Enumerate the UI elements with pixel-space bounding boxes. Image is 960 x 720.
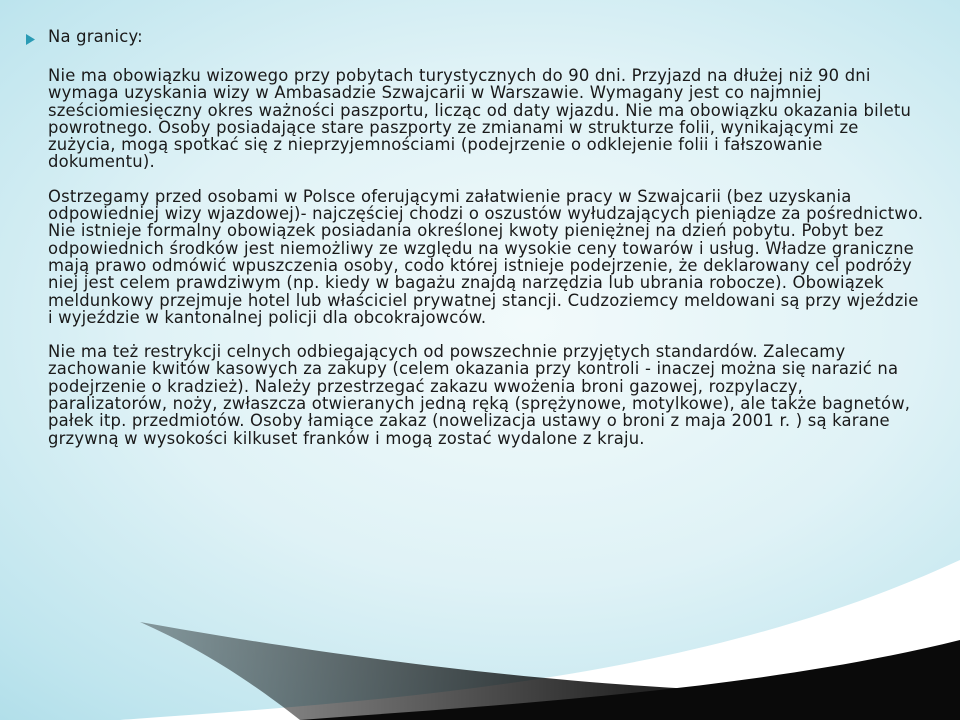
triangle-right-bullet-icon — [26, 28, 48, 50]
paragraph-warning: Ostrzegamy przed osobami w Polsce oferującymi załatwienie pracy w Szwajcarii (bez uzyskania odpowiedniej wizy wjazdowej)- najczęściej chodzi o oszustów wyłudzających pieniądze za pośrednictwo. Nie istnieje formalny obowiązek posiadania określonej kwoty pieniężnej na dzień pobytu. Pobyt bez odpowiednich środków jest niemożliwy ze względu na wysokie ceny towarów i usług. Władze graniczne mają prawo odmówić wpuszczenia osoby, codo której istnieje podejrzenie, że deklarowany cel podróży niej jest celem prawdziwym (np. kiedy w bagażu znajdą narzędzia lub ubrania robocze). Obowiązek meldunkowy przejmuje hotel lub właściciel prywatnej stancji. Cudzoziemcy meldowani są przy wjeździe i wyjeździe w kantonalnej policji dla obcokrajowców. — [48, 186, 924, 327]
paragraph-customs: Nie ma też restrykcji celnych odbiegających od powszechnie przyjętych standardów. Zalecamy zachowanie kwitów kasowych za zakupy (celem okazania przy kontroli - inaczej można się narazić na podejrzenie o kradzież). Należy przestrzegać zakazu wwożenia broni gazowej, rozpylaczy, paralizatorów, noży, zwłaszcza otwieranych jedną ręką (sprężynowe, motylkowe), ale także bagnetów, pałek itp. przedmiotów. Osoby łamiące zakaz (nowelizacja ustawy o broni z maja 2001 r. ) są karane grzywną w wysokości kilkuset franków i mogą zostać wydalone z kraju. — [48, 342, 911, 448]
paragraph-spacer — [26, 50, 926, 67]
paragraph-spacer — [26, 171, 926, 188]
bullet-heading: Na granicy: — [48, 27, 143, 46]
slide-content — [26, 28, 926, 447]
bullet-item — [26, 28, 926, 50]
paragraph-spacer — [26, 326, 926, 343]
paragraph-visa: Nie ma obowiązku wizowego przy pobytach turystycznych do 90 dni. Przyjazd na dłużej niż 90 dni wymaga uzyskania wizy w Ambasadzie Szwajcarii w Warszawie. Wymagany jest co najmniej sześciomiesięczny okres ważności paszportu, licząc od daty wjazdu. Nie ma obowiązku okazania biletu powrotnego. Osoby posiadające stare paszporty ze zmianami w strukturze folii, wynikającymi ze zużycia, mogą spotkać się z nieprzyjemnościami (podejrzenie o odklejenie folii i fałszowanie dokumentu). — [48, 66, 912, 172]
